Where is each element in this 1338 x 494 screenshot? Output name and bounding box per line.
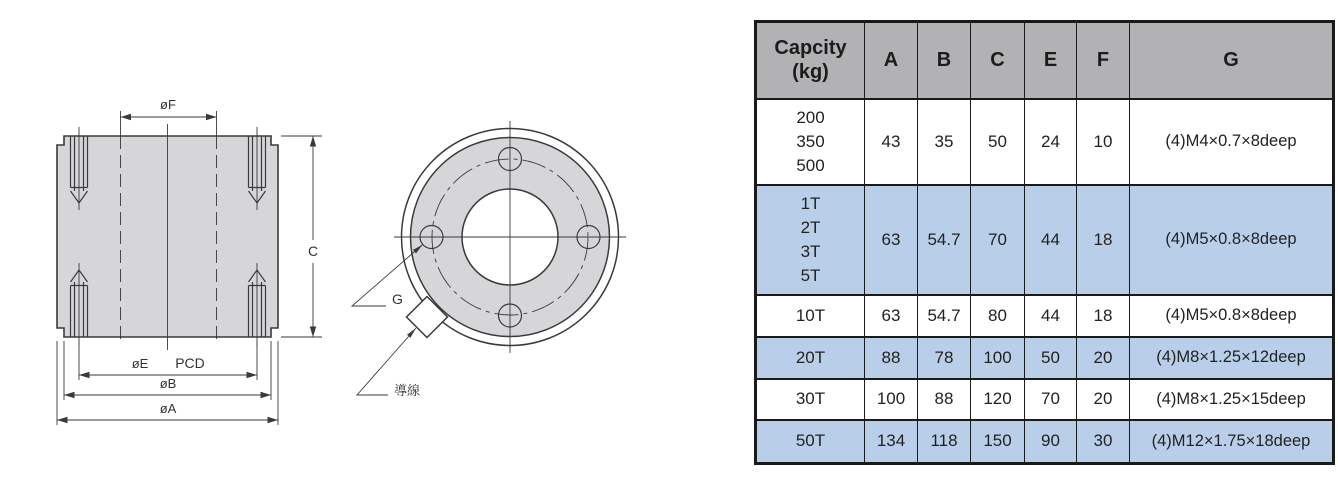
cell-c: 80 bbox=[971, 295, 1025, 337]
dimension-a bbox=[57, 401, 278, 423]
front-view bbox=[352, 121, 626, 398]
cell-b: 78 bbox=[918, 337, 971, 379]
col-header-a: A bbox=[865, 22, 918, 99]
cell-e: 44 bbox=[1025, 295, 1077, 337]
dim-c-label: C bbox=[307, 243, 319, 259]
cell-c: 100 bbox=[971, 337, 1025, 379]
cell-capacity: 30T bbox=[756, 379, 865, 420]
cell-e: 50 bbox=[1025, 337, 1077, 379]
dimension-f bbox=[121, 97, 217, 120]
cell-g: (4)M12×1.75×18deep bbox=[1130, 420, 1334, 464]
cell-capacity: 50T bbox=[756, 420, 865, 464]
col-header-g: G bbox=[1130, 22, 1334, 99]
table-header-row bbox=[756, 22, 1334, 99]
cell-g: (4)M8×1.25×15deep bbox=[1130, 379, 1334, 420]
leader-cable bbox=[357, 328, 420, 398]
cell-e: 24 bbox=[1025, 99, 1077, 185]
cell-g: (4)M4×0.7×8deep bbox=[1130, 99, 1334, 185]
table-row bbox=[756, 295, 1334, 337]
cell-f: 18 bbox=[1077, 295, 1130, 337]
col-header-c: C bbox=[971, 22, 1025, 99]
cell-e: 90 bbox=[1025, 420, 1077, 464]
table-row bbox=[756, 99, 1334, 185]
spec-table bbox=[754, 20, 1335, 465]
cell-a: 43 bbox=[865, 99, 918, 185]
table-row bbox=[756, 379, 1334, 420]
table-row bbox=[756, 420, 1334, 464]
col-header-b: B bbox=[918, 22, 971, 99]
cell-b: 35 bbox=[918, 99, 971, 185]
cell-capacity: 1T 2T 3T 5T bbox=[756, 185, 865, 295]
cell-capacity: 200 350 500 bbox=[756, 99, 865, 185]
dimension-c bbox=[281, 136, 322, 337]
capacity-header-line2: (kg) bbox=[792, 61, 829, 84]
cell-g: (4)M5×0.8×8deep bbox=[1130, 185, 1334, 295]
cell-c: 150 bbox=[971, 420, 1025, 464]
cell-c: 50 bbox=[971, 99, 1025, 185]
cell-g: (4)M5×0.8×8deep bbox=[1130, 295, 1334, 337]
cell-f: 18 bbox=[1077, 185, 1130, 295]
cell-a: 63 bbox=[865, 185, 918, 295]
col-header-capacity bbox=[756, 22, 865, 99]
spec-table-container bbox=[754, 20, 1332, 462]
cable-wire-label: 導線 bbox=[394, 383, 421, 398]
cell-e: 44 bbox=[1025, 185, 1077, 295]
cell-c: 120 bbox=[971, 379, 1025, 420]
side-view bbox=[57, 97, 322, 425]
pcd-label: PCD bbox=[175, 355, 205, 371]
cell-a: 100 bbox=[865, 379, 918, 420]
col-header-f: F bbox=[1077, 22, 1130, 99]
cell-b: 54.7 bbox=[918, 295, 971, 337]
cell-a: 88 bbox=[865, 337, 918, 379]
cell-a: 63 bbox=[865, 295, 918, 337]
cell-capacity: 10T bbox=[756, 295, 865, 337]
capacity-header-line1: Capcity bbox=[774, 37, 847, 60]
table-row bbox=[756, 337, 1334, 379]
cell-f: 20 bbox=[1077, 337, 1130, 379]
cell-e: 70 bbox=[1025, 379, 1077, 420]
col-header-e: E bbox=[1025, 22, 1077, 99]
table-row bbox=[756, 185, 1334, 295]
cell-capacity: 20T bbox=[756, 337, 865, 379]
cell-f: 20 bbox=[1077, 379, 1130, 420]
cell-a: 134 bbox=[865, 420, 918, 464]
cell-c: 70 bbox=[971, 185, 1025, 295]
cell-g: (4)M8×1.25×12deep bbox=[1130, 337, 1334, 379]
dimension-e-pcd bbox=[79, 355, 257, 378]
cell-b: 88 bbox=[918, 379, 971, 420]
cell-b: 118 bbox=[918, 420, 971, 464]
g-thread-label: G bbox=[392, 291, 403, 307]
cell-f: 10 bbox=[1077, 99, 1130, 185]
dim-b-label: øB bbox=[159, 376, 177, 391]
cell-b: 54.7 bbox=[918, 185, 971, 295]
dimension-b bbox=[64, 376, 271, 398]
dim-a-label: øA bbox=[159, 401, 177, 416]
dim-f-label: øF bbox=[160, 97, 176, 112]
cell-f: 30 bbox=[1077, 420, 1130, 464]
dim-e-label: øE bbox=[131, 356, 149, 371]
